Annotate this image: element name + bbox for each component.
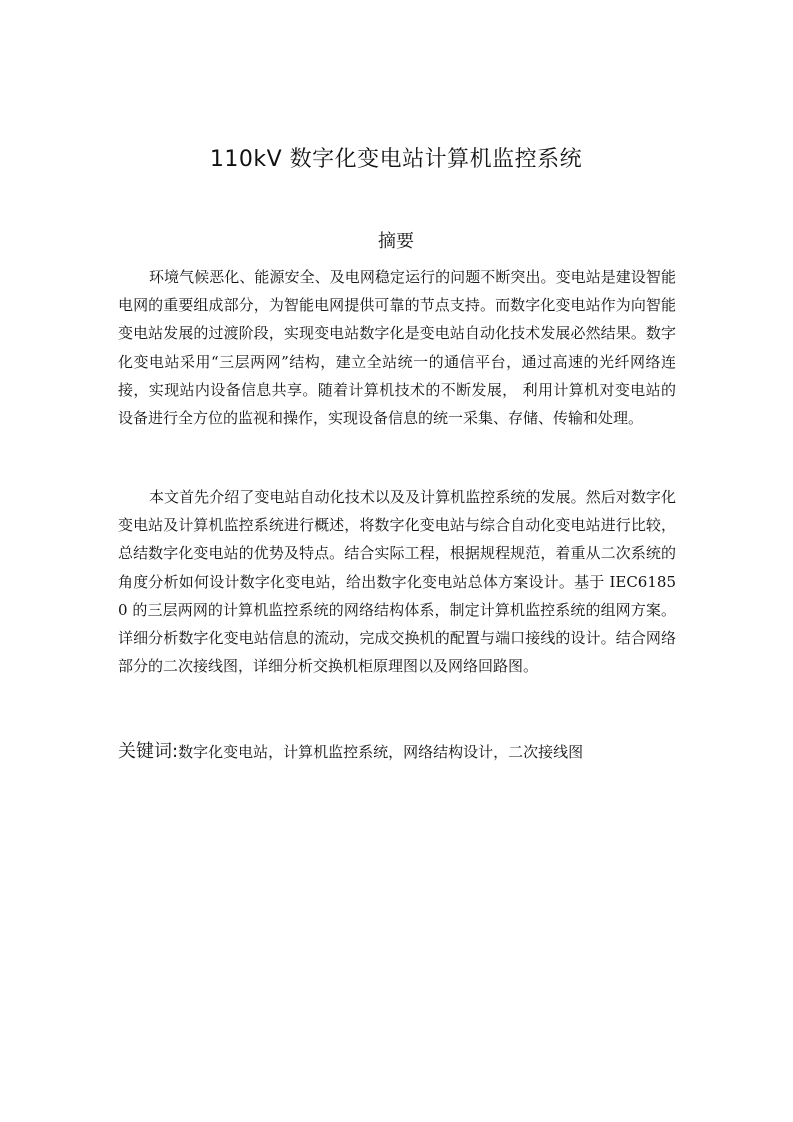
- keywords-line: [118, 737, 678, 767]
- abstract-paragraph-2: 本文首先介绍了变电站自动化技术以及及计算机监控系统的发展。然后对数字化变电站及计算机监控系统进行概述，将数字化变电站与综合自动化变电站进行比较，总结数字化变电站的优势及特点。结合实际工程，根据规程规范，着重从二次系统的角度分析如何设计数字化变电站，给出数字化变电站总体方案设计。基于 IEC61850 的三层两网的计算机监控系统的网络结构体系，制定计算机监控系统的组网方案。详细分析数字化变电站信息的流动，完成交换机的配置与端口接线的设计。结合网络部分的二次接线图，详细分析交换机柜原理图以及网络回路图。: [118, 488, 676, 676]
- abstract-paragraph-1: 环境气候恶化、能源安全、及电网稳定运行的问题不断突出。变电站是建设智能电网的重要组成部分，为智能电网提供可靠的节点支持。而数字化变电站作为向智能变电站发展的过渡阶段，实现变电站数字化是变电站自动化技术发展必然结果。数字化变电站采用“三层两网”结构，建立全站统一的通信平台，通过高速的光纤网络连接，实现站内设备信息共享。随着计算机技术的不断发展， 利用计算机对变电站的设备进行全方位的监视和操作，实现设备信息的统一采集、存储、传输和处理。: [118, 268, 676, 428]
- keywords-text: 数字化变电站，计算机监控系统，网络结构设计，二次接线图: [178, 743, 584, 761]
- abstract-heading: 摘要: [378, 231, 414, 252]
- document-title: 110kV 数字化变电站计算机监控系统: [209, 147, 583, 172]
- keywords-label: 关键词:: [118, 741, 179, 762]
